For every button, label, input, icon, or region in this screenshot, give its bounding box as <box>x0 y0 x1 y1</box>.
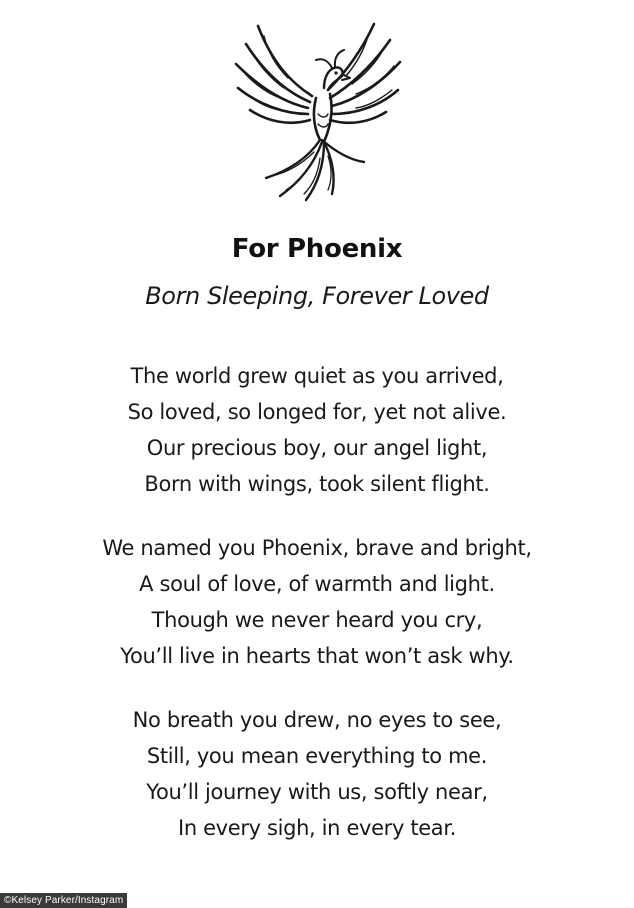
poem-title: For Phoenix <box>231 234 403 264</box>
poem-line: A soul of love, of warmth and light. <box>139 572 495 596</box>
poem-line: No breath you drew, no eyes to see, <box>132 708 502 732</box>
stanza-1 <box>0 358 634 502</box>
poem-line: Born with wings, took silent flight. <box>144 472 490 496</box>
poem-line: Though we never heard you cry, <box>151 608 483 632</box>
poem-line: You’ll live in hearts that won’t ask why. <box>120 644 514 668</box>
photo-credit: ©Kelsey Parker/Instagram <box>0 893 127 908</box>
poem-line: Our precious boy, our angel light, <box>146 436 488 460</box>
poem-line: Still, you mean everything to me. <box>146 744 488 768</box>
stanza-3 <box>0 702 634 846</box>
poem-line: So loved, so longed for, yet not alive. <box>127 400 507 424</box>
poem-subtitle: Born Sleeping, Forever Loved <box>145 282 489 310</box>
stanza-2 <box>0 530 634 674</box>
poem-line: The world grew quiet as you arrived, <box>130 364 504 388</box>
poem-line: We named you Phoenix, brave and bright, <box>102 536 532 560</box>
poem-line: In every sigh, in every tear. <box>177 816 457 840</box>
poem-line: You’ll journey with us, softly near, <box>146 780 488 804</box>
phoenix-icon <box>228 18 408 203</box>
